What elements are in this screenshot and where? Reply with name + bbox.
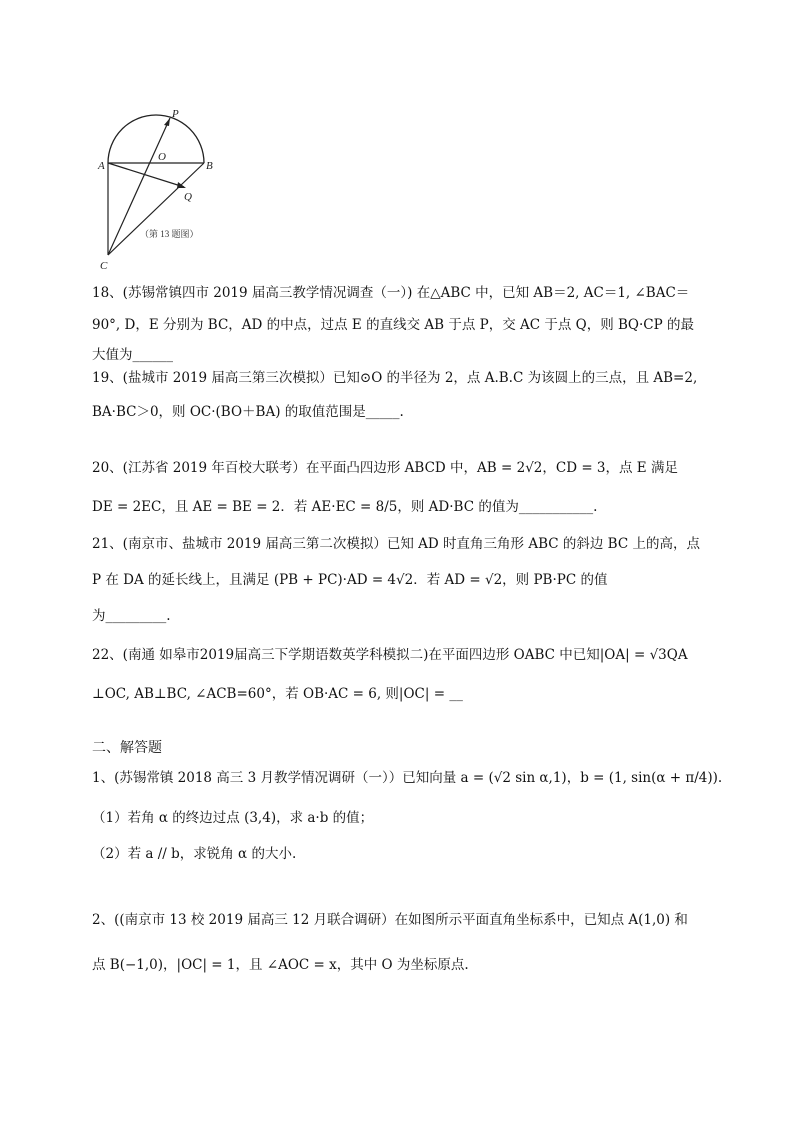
geometry-figure	[92, 103, 242, 275]
q18-line-3: 大值为______	[92, 347, 173, 363]
q21-line-1: 21、(南京市、盐城市 2019 届高三第二次模拟）已知 AD 时直角三角形 ABC 的斜边 BC 上的高，点	[92, 536, 700, 552]
label-a: A	[98, 160, 105, 172]
arrow-q	[177, 182, 186, 188]
s1-line-2: （1）若角 α 的终边过点 (3,4)，求 a·b 的值；	[92, 810, 374, 826]
q21-line-2: P 在 DA 的延长线上，且满足 (PB + PC)·AD = 4√2．若 AD = √2，则 PB·PC 的值	[92, 572, 608, 588]
q19-line-2: BA·BC＞0，则 OC·(BO＋BA) 的取值范围是_____.	[92, 404, 404, 420]
s1-line-3: （2）若 a // b，求锐角 α 的大小.	[92, 846, 297, 862]
semicircle-diagram	[92, 103, 242, 275]
q22-line-1: 22、(南通 如皋市2019届高三下学期语数英学科模拟二)在平面四边形 OABC 中已知|OA| = √3QA	[92, 647, 688, 663]
q18-line-2: 90°, D，E 分别为 BC，AD 的中点，过点 E 的直线交 AB 于点 P，交 AC 于点 Q，则 BQ·CP 的最	[92, 317, 694, 333]
q19-line-1: 19、(盐城市 2019 届高三第三次模拟）已知⊙O 的半径为 2，点 A.B.C 为该圆上的三点，且 AB=2,	[92, 370, 698, 386]
arrow-p	[164, 118, 170, 126]
section-heading: 二、解答题	[92, 740, 162, 756]
segment-bc	[108, 163, 204, 255]
semicircle-arc	[108, 115, 204, 163]
label-p: P	[172, 108, 179, 120]
label-o: O	[158, 151, 166, 163]
s1-line-1: 1、(苏锡常镇 2018 高三 3 月教学情况调研（一））已知向量 a = (√2 sin α,1)，b = (1, sin(α + π/4)).	[92, 770, 723, 786]
q21-line-3: 为_________.	[92, 608, 171, 624]
label-b: B	[206, 160, 213, 172]
q20-line-2: DE = 2EC，且 AE = BE = 2．若 AE·EC = 8/5，则 AD·BC 的值为___________.	[92, 499, 598, 515]
segment-aq	[108, 163, 184, 187]
label-c: C	[100, 260, 108, 272]
label-q: Q	[184, 191, 192, 203]
s2-line-2: 点 B(−1,0)，|OC| = 1，且 ∠AOC = x，其中 O 为坐标原点.	[92, 957, 469, 973]
q18-line-1: 18、(苏锡常镇四市 2019 届高三教学情况调查（一）) 在△ABC 中，已知 AB＝2, AC＝1, ∠BAC＝	[92, 285, 690, 301]
figure-caption: （第 13 题图）	[140, 229, 199, 239]
q20-line-1: 20、(江苏省 2019 年百校大联考）在平面凸四边形 ABCD 中，AB = 2√2，CD = 3，点 E 满足	[92, 460, 678, 476]
q22-line-2: ⊥OC, AB⊥BC, ∠ACB=60°，若 OB·AC = 6, 则|OC| = __	[92, 686, 463, 702]
s2-line-1: 2、((南京市 13 校 2019 届高三 12 月联合调研）在如图所示平面直角坐标系中，已知点 A(1,0) 和	[92, 912, 688, 928]
